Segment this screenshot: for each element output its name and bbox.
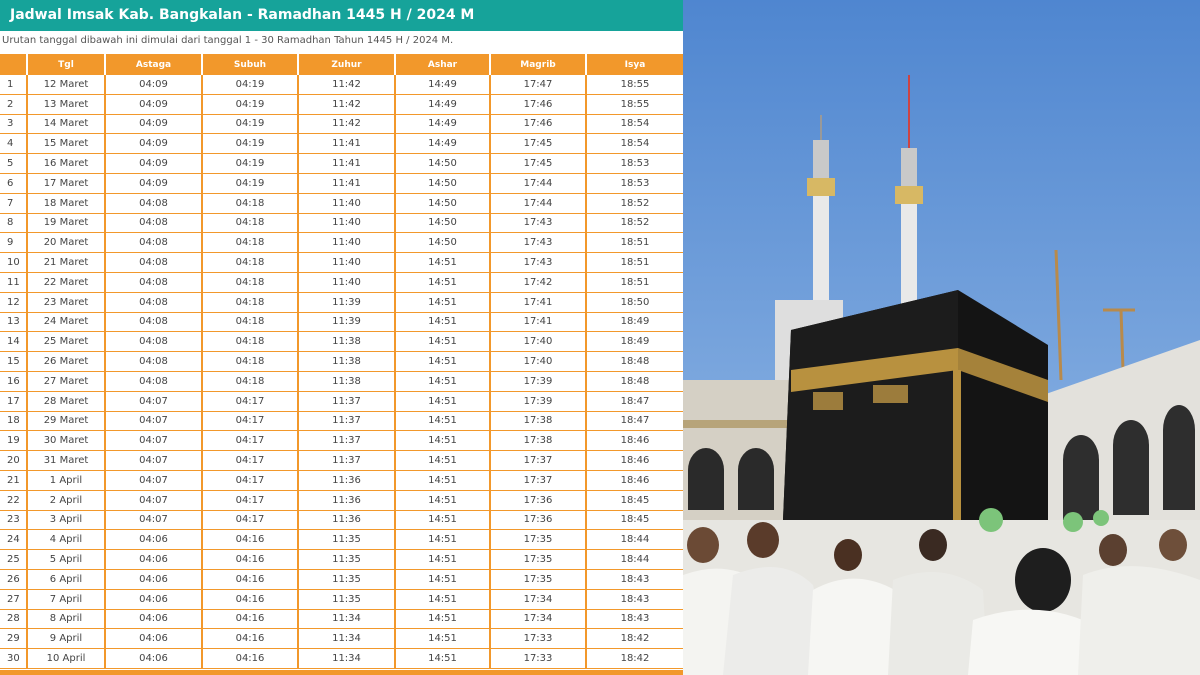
table-cell: 7 April <box>27 589 105 609</box>
table-cell: 04:19 <box>202 134 298 154</box>
table-cell: 17:45 <box>490 154 586 174</box>
table-cell: 14:51 <box>395 550 490 570</box>
table-cell: 11:37 <box>298 411 395 431</box>
table-cell: 14:51 <box>395 411 490 431</box>
table-cell: 11:42 <box>298 75 395 94</box>
table-cell: 14:50 <box>395 233 490 253</box>
table-cell: 14:50 <box>395 213 490 233</box>
table-cell: 04:16 <box>202 550 298 570</box>
table-cell: 11:40 <box>298 193 395 213</box>
table-cell: 11:42 <box>298 114 395 134</box>
mosque-arcade-left <box>683 380 793 540</box>
table-cell: 11:38 <box>298 352 395 372</box>
table-cell: 18:45 <box>586 490 683 510</box>
table-cell: 04:18 <box>202 272 298 292</box>
table-body <box>0 75 683 668</box>
table-row <box>0 272 683 292</box>
table-cell: 14 <box>0 332 27 352</box>
table-cell: 17:39 <box>490 391 586 411</box>
table-cell: 11:42 <box>298 94 395 114</box>
table-cell: 11:35 <box>298 550 395 570</box>
table-cell: 16 <box>0 371 27 391</box>
table-cell: 14 Maret <box>27 114 105 134</box>
table-cell: 04:19 <box>202 173 298 193</box>
table-cell: 22 Maret <box>27 272 105 292</box>
table-cell: 18:55 <box>586 75 683 94</box>
table-cell: 18:46 <box>586 470 683 490</box>
table-cell: 04:06 <box>105 649 202 669</box>
table-cell: 04:08 <box>105 272 202 292</box>
pilgrims-crowd <box>683 508 1200 675</box>
table-cell: 04:18 <box>202 332 298 352</box>
table-cell: 14:50 <box>395 193 490 213</box>
table-row <box>0 530 683 550</box>
table-row <box>0 391 683 411</box>
table-row <box>0 550 683 570</box>
table-cell: 4 April <box>27 530 105 550</box>
table-row <box>0 253 683 273</box>
table-cell: 17:43 <box>490 253 586 273</box>
table-cell: 04:18 <box>202 352 298 372</box>
table-cell: 18:49 <box>586 332 683 352</box>
table-cell: 11:40 <box>298 253 395 273</box>
table-cell: 14:51 <box>395 569 490 589</box>
table-cell: 14:51 <box>395 629 490 649</box>
table-cell: 17:39 <box>490 371 586 391</box>
kaaba <box>783 290 1048 530</box>
table-cell: 04:16 <box>202 530 298 550</box>
table-cell: 31 Maret <box>27 451 105 471</box>
table-cell: 14:51 <box>395 332 490 352</box>
table-cell: 18:54 <box>586 114 683 134</box>
table-row <box>0 332 683 352</box>
table-cell: 25 <box>0 550 27 570</box>
table-cell: 15 <box>0 352 27 372</box>
table-cell: 21 <box>0 470 27 490</box>
table-cell: 15 Maret <box>27 134 105 154</box>
table-cell: 04:08 <box>105 253 202 273</box>
table-cell: 14:51 <box>395 391 490 411</box>
table-cell: 04:16 <box>202 629 298 649</box>
table-cell: 14:51 <box>395 510 490 530</box>
table-cell: 11:41 <box>298 134 395 154</box>
table-cell: 24 Maret <box>27 312 105 332</box>
table-cell: 04:07 <box>105 411 202 431</box>
table-cell: 17:43 <box>490 213 586 233</box>
table-row <box>0 490 683 510</box>
table-cell: 12 <box>0 292 27 312</box>
table-cell: 11:34 <box>298 649 395 669</box>
table-cell: 18:55 <box>586 94 683 114</box>
table-cell: 04:17 <box>202 431 298 451</box>
table-cell: 18:42 <box>586 649 683 669</box>
table-cell: 17:33 <box>490 649 586 669</box>
table-cell: 9 <box>0 233 27 253</box>
table-cell: 18:49 <box>586 312 683 332</box>
table-cell: 04:18 <box>202 371 298 391</box>
table-row <box>0 134 683 154</box>
table-cell: 29 Maret <box>27 411 105 431</box>
table-cell: 11:37 <box>298 431 395 451</box>
table-cell: 04:09 <box>105 75 202 94</box>
table-row <box>0 589 683 609</box>
kaaba-photo <box>683 0 1200 675</box>
table-cell: 14:51 <box>395 451 490 471</box>
table-cell: 18:51 <box>586 233 683 253</box>
table-cell: 14:51 <box>395 292 490 312</box>
table-cell: 14:51 <box>395 490 490 510</box>
table-cell: 14:51 <box>395 530 490 550</box>
table-cell: 04:09 <box>105 134 202 154</box>
table-cell: 17:46 <box>490 94 586 114</box>
table-cell: 18:47 <box>586 411 683 431</box>
table-row <box>0 233 683 253</box>
table-cell: 04:06 <box>105 550 202 570</box>
table-cell: 17:35 <box>490 530 586 550</box>
table-cell: 30 Maret <box>27 431 105 451</box>
table-cell: 04:08 <box>105 292 202 312</box>
table-cell: 18:42 <box>586 629 683 649</box>
table-cell: 04:18 <box>202 312 298 332</box>
page-subtitle: Urutan tanggal dibawah ini dimulai dari tanggal 1 - 30 Ramadhan Tahun 1445 H / 2024 M. <box>2 35 454 46</box>
table-cell: 17 <box>0 391 27 411</box>
table-cell: 21 Maret <box>27 253 105 273</box>
table-cell: 04:16 <box>202 609 298 629</box>
table-cell: 11:40 <box>298 213 395 233</box>
table-cell: 18:44 <box>586 550 683 570</box>
column-header-zuhur: Zuhur <box>298 54 395 75</box>
table-cell: 04:07 <box>105 451 202 471</box>
table-cell: 04:07 <box>105 470 202 490</box>
table-cell: 11:41 <box>298 173 395 193</box>
table-cell: 25 Maret <box>27 332 105 352</box>
table-cell: 22 <box>0 490 27 510</box>
table-cell: 17:47 <box>490 75 586 94</box>
table-cell: 18 Maret <box>27 193 105 213</box>
table-cell: 17:37 <box>490 451 586 471</box>
table-cell: 11:41 <box>298 154 395 174</box>
table-cell: 04:08 <box>105 233 202 253</box>
table-cell: 18:44 <box>586 530 683 550</box>
table-cell: 3 <box>0 114 27 134</box>
table-cell: 17:34 <box>490 609 586 629</box>
table-cell: 04:06 <box>105 530 202 550</box>
table-row <box>0 193 683 213</box>
table-cell: 04:18 <box>202 253 298 273</box>
table-cell: 6 April <box>27 569 105 589</box>
table-cell: 04:06 <box>105 589 202 609</box>
table-cell: 17 Maret <box>27 173 105 193</box>
table-cell: 9 April <box>27 629 105 649</box>
table-cell: 10 <box>0 253 27 273</box>
table-cell: 04:18 <box>202 233 298 253</box>
table-cell: 11:35 <box>298 589 395 609</box>
table-row <box>0 75 683 94</box>
table-cell: 6 <box>0 173 27 193</box>
table-cell: 4 <box>0 134 27 154</box>
table-cell: 14:51 <box>395 649 490 669</box>
imsak-schedule-table <box>0 54 683 669</box>
table-cell: 11:38 <box>298 371 395 391</box>
table-cell: 11:35 <box>298 569 395 589</box>
table-cell: 04:17 <box>202 490 298 510</box>
table-cell: 17:41 <box>490 292 586 312</box>
table-cell: 11 <box>0 272 27 292</box>
table-cell: 04:09 <box>105 94 202 114</box>
table-cell: 18:52 <box>586 213 683 233</box>
table-cell: 17:40 <box>490 332 586 352</box>
table-cell: 04:08 <box>105 193 202 213</box>
table-cell: 17:40 <box>490 352 586 372</box>
table-cell: 14:51 <box>395 312 490 332</box>
table-cell: 04:19 <box>202 154 298 174</box>
table-cell: 14:50 <box>395 154 490 174</box>
table-cell: 14:49 <box>395 114 490 134</box>
table-cell: 17:44 <box>490 193 586 213</box>
table-cell: 23 <box>0 510 27 530</box>
table-cell: 18:50 <box>586 292 683 312</box>
table-cell: 7 <box>0 193 27 213</box>
table-cell: 14:51 <box>395 609 490 629</box>
table-row <box>0 609 683 629</box>
table-cell: 14:51 <box>395 431 490 451</box>
table-cell: 17:33 <box>490 629 586 649</box>
table-cell: 11:36 <box>298 510 395 530</box>
table-cell: 04:17 <box>202 411 298 431</box>
table-cell: 20 Maret <box>27 233 105 253</box>
table-cell: 11:35 <box>298 530 395 550</box>
table-row <box>0 312 683 332</box>
table-cell: 04:07 <box>105 431 202 451</box>
table-cell: 14:51 <box>395 470 490 490</box>
table-cell: 18:45 <box>586 510 683 530</box>
table-cell: 18:46 <box>586 451 683 471</box>
table-cell: 1 April <box>27 470 105 490</box>
table-cell: 26 <box>0 569 27 589</box>
table-cell: 11:40 <box>298 233 395 253</box>
table-cell: 04:18 <box>202 292 298 312</box>
table-cell: 17:37 <box>490 470 586 490</box>
table-cell: 19 Maret <box>27 213 105 233</box>
table-cell: 30 <box>0 649 27 669</box>
table-cell: 04:19 <box>202 94 298 114</box>
table-cell: 18:52 <box>586 193 683 213</box>
table-cell: 04:17 <box>202 391 298 411</box>
table-cell: 17:35 <box>490 550 586 570</box>
table-cell: 11:40 <box>298 272 395 292</box>
table-cell: 04:09 <box>105 154 202 174</box>
table-cell: 17:46 <box>490 114 586 134</box>
table-cell: 04:17 <box>202 470 298 490</box>
table-cell: 28 <box>0 609 27 629</box>
table-cell: 2 <box>0 94 27 114</box>
table-cell: 18:43 <box>586 609 683 629</box>
table-cell: 18:43 <box>586 589 683 609</box>
table-cell: 18 <box>0 411 27 431</box>
table-cell: 14:49 <box>395 75 490 94</box>
table-cell: 14:49 <box>395 94 490 114</box>
table-cell: 11:36 <box>298 470 395 490</box>
table-cell: 17:38 <box>490 431 586 451</box>
table-cell: 18:48 <box>586 371 683 391</box>
table-cell: 11:37 <box>298 391 395 411</box>
table-cell: 04:06 <box>105 609 202 629</box>
table-cell: 04:06 <box>105 629 202 649</box>
table-row <box>0 213 683 233</box>
table-row <box>0 94 683 114</box>
table-bottom-border <box>0 670 683 675</box>
table-cell: 16 Maret <box>27 154 105 174</box>
table-row <box>0 629 683 649</box>
table-row <box>0 649 683 669</box>
table-cell: 18:51 <box>586 272 683 292</box>
table-cell: 04:08 <box>105 332 202 352</box>
table-cell: 24 <box>0 530 27 550</box>
table-cell: 11:39 <box>298 292 395 312</box>
column-header-tgl: Tgl <box>27 54 105 75</box>
table-cell: 28 Maret <box>27 391 105 411</box>
table-cell: 26 Maret <box>27 352 105 372</box>
table-cell: 17:45 <box>490 134 586 154</box>
table-cell: 17:34 <box>490 589 586 609</box>
table-cell: 14:51 <box>395 253 490 273</box>
table-cell: 11:34 <box>298 609 395 629</box>
table-cell: 04:16 <box>202 589 298 609</box>
table-header-row <box>0 54 683 75</box>
table-cell: 8 <box>0 213 27 233</box>
table-cell: 17:36 <box>490 490 586 510</box>
page-title: Jadwal Imsak Kab. Bangkalan - Ramadhan 1445 H / 2024 M <box>0 0 683 31</box>
table-cell: 04:08 <box>105 352 202 372</box>
table-cell: 1 <box>0 75 27 94</box>
table-cell: 18:54 <box>586 134 683 154</box>
table-cell: 04:08 <box>105 213 202 233</box>
table-cell: 04:08 <box>105 371 202 391</box>
table-cell: 18:48 <box>586 352 683 372</box>
table-row <box>0 470 683 490</box>
column-header-subuh: Subuh <box>202 54 298 75</box>
table-cell: 14:49 <box>395 134 490 154</box>
table-cell: 18:53 <box>586 154 683 174</box>
table-cell: 11:37 <box>298 451 395 471</box>
table-row <box>0 173 683 193</box>
table-row <box>0 569 683 589</box>
table-cell: 14:51 <box>395 589 490 609</box>
table-cell: 04:16 <box>202 569 298 589</box>
table-cell: 04:08 <box>105 312 202 332</box>
table-cell: 04:19 <box>202 75 298 94</box>
table-cell: 04:17 <box>202 451 298 471</box>
table-cell: 14:51 <box>395 371 490 391</box>
table-cell: 04:18 <box>202 213 298 233</box>
column-header-astaga: Astaga <box>105 54 202 75</box>
table-cell: 29 <box>0 629 27 649</box>
table-cell: 04:09 <box>105 114 202 134</box>
table-cell: 18:47 <box>586 391 683 411</box>
table-cell: 19 <box>0 431 27 451</box>
table-row <box>0 292 683 312</box>
table-row <box>0 352 683 372</box>
table-cell: 04:06 <box>105 569 202 589</box>
table-cell: 04:16 <box>202 649 298 669</box>
table-cell: 17:36 <box>490 510 586 530</box>
table-cell: 11:36 <box>298 490 395 510</box>
table-row <box>0 451 683 471</box>
table-cell: 23 Maret <box>27 292 105 312</box>
table-cell: 8 April <box>27 609 105 629</box>
table-cell: 04:17 <box>202 510 298 530</box>
table-cell: 5 April <box>27 550 105 570</box>
table-cell: 27 <box>0 589 27 609</box>
column-header-ashar: Ashar <box>395 54 490 75</box>
table-cell: 04:18 <box>202 193 298 213</box>
table-cell: 11:38 <box>298 332 395 352</box>
table-cell: 17:42 <box>490 272 586 292</box>
table-cell: 17:41 <box>490 312 586 332</box>
column-header-magrib: Magrib <box>490 54 586 75</box>
table-cell: 17:44 <box>490 173 586 193</box>
table-row <box>0 371 683 391</box>
table-cell: 17:43 <box>490 233 586 253</box>
table-cell: 14:51 <box>395 352 490 372</box>
table-cell: 10 April <box>27 649 105 669</box>
table-cell: 14:50 <box>395 173 490 193</box>
column-header-no <box>0 54 27 75</box>
table-cell: 13 Maret <box>27 94 105 114</box>
table-cell: 12 Maret <box>27 75 105 94</box>
table-cell: 18:46 <box>586 431 683 451</box>
table-cell: 2 April <box>27 490 105 510</box>
table-cell: 18:51 <box>586 253 683 273</box>
table-cell: 14:51 <box>395 272 490 292</box>
table-cell: 18:43 <box>586 569 683 589</box>
table-cell: 11:39 <box>298 312 395 332</box>
table-row <box>0 154 683 174</box>
table-cell: 27 Maret <box>27 371 105 391</box>
table-row <box>0 411 683 431</box>
table-cell: 17:38 <box>490 411 586 431</box>
table-cell: 04:07 <box>105 391 202 411</box>
table-cell: 3 April <box>27 510 105 530</box>
table-cell: 04:07 <box>105 490 202 510</box>
table-cell: 17:35 <box>490 569 586 589</box>
table-cell: 11:34 <box>298 629 395 649</box>
table-cell: 04:07 <box>105 510 202 530</box>
table-row <box>0 431 683 451</box>
table-cell: 18:53 <box>586 173 683 193</box>
table-row <box>0 114 683 134</box>
table-cell: 20 <box>0 451 27 471</box>
table-row <box>0 510 683 530</box>
table-cell: 04:09 <box>105 173 202 193</box>
table-cell: 04:19 <box>202 114 298 134</box>
column-header-isya: Isya <box>586 54 683 75</box>
table-cell: 13 <box>0 312 27 332</box>
table-cell: 5 <box>0 154 27 174</box>
